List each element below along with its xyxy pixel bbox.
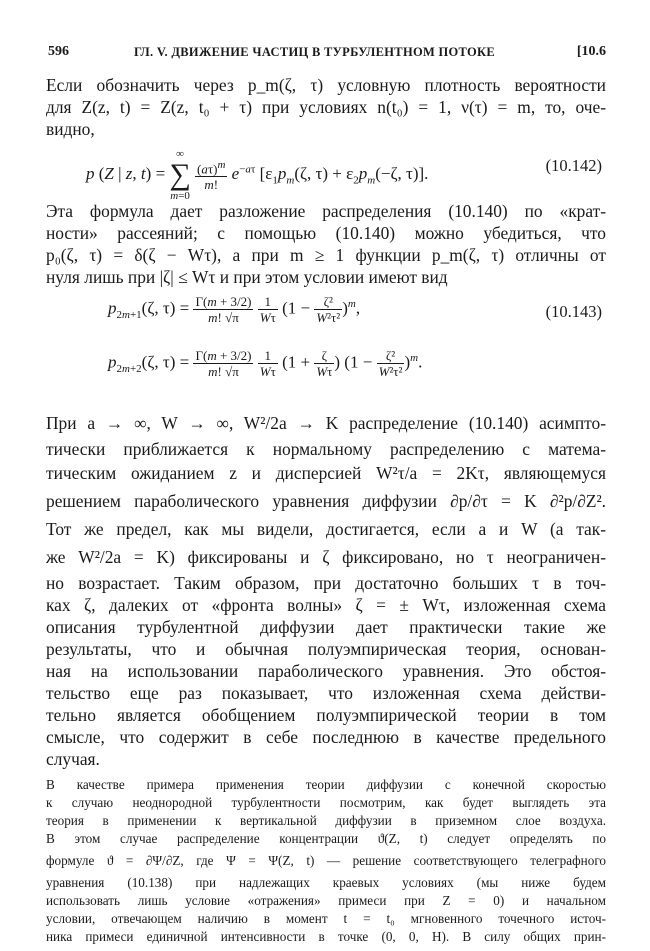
- small-text-line: теория в применении к вертикальной диффузии в приземном слое воздуха.: [46, 813, 606, 828]
- small-text-line: уравнения (10.138) при надлежащих краевых условиях (мы ниже будем: [46, 875, 606, 890]
- text-line: тельство еще раз показывает, что изложенная схема действи-: [46, 683, 606, 703]
- text-line: Эта формула дает разложение распределения (10.140) по «крат-: [46, 201, 606, 221]
- text-line: решением параболического уравнения диффузии ∂p/∂τ = K ∂²p/∂Z².: [46, 491, 606, 511]
- text-line: для Z(z, t) = Z(z, t₀ + τ) при условиях n(t₀) = 1, ν(τ) = m, то, оче-: [46, 97, 606, 117]
- equation-body: p (Z | z, t) = ∞ ∑ m=0 $\frac{(a\tau)^m}{m!}$ $e^{-a\tau}$ [$\varepsilon_1p_m(\zeta$, $\tau) + \varepsilon_2p_m(-\zeta$, τ)].: [86, 148, 429, 202]
- text-line: При a → ∞, W → ∞, W²/2a → K распределение (10.140) асимпто-: [46, 413, 606, 433]
- text-line: но возрастает. Таким образом, при достаточно больших τ в точ-: [46, 573, 606, 593]
- text-line: тическим ожиданием z и дисперсией W²τ/a = 2Kτ, являющемуся: [46, 463, 606, 483]
- text-line: результаты, что и обычная полуэмпирическая теория, основан-: [46, 639, 606, 659]
- small-text-line: условии, отвечающем наличию в момент t = t₀ мгновенного точечного источ-: [46, 911, 606, 926]
- text-line: же W²/2a = K) фиксированы и ζ фиксировано, но τ неограничен-: [46, 547, 606, 567]
- page-number: 596: [48, 44, 69, 59]
- text-line: p₀(ζ, τ) = δ(ζ − Wτ), а при m ≥ 1 функции p_m(ζ, τ) отличны от: [46, 245, 606, 265]
- small-text-line: В качестве примера применения теории диффузии с конечной скоростью: [46, 777, 606, 792]
- small-text-line: использовать лишь условие «отражения» примеси при Z = 0) и начальном: [46, 893, 606, 908]
- text-line: ности» рассеяний; с помощью (10.140) можно убедиться, что: [46, 223, 606, 243]
- text-line: ная на использовании параболического уравнения. Это обстоя-: [46, 661, 606, 681]
- small-text-line: к случаю неоднородной турбулентности посмотрим, как будет выглядеть эта: [46, 795, 606, 810]
- text-line: случая.: [46, 749, 100, 769]
- equation-10-143: [46, 288, 606, 398]
- equation-number: (10.143): [545, 302, 602, 321]
- equation-line-1: $p_{2m+1}(\zeta$, τ) = $\frac{\Gamma(m + 3/2)}{m! √\pi}$ $\frac{1}{W\tau}$ (1 − $\frac{\text{ζ²}}{\text{W²τ²}}$ )$^m$,: [108, 294, 361, 325]
- text-line: тически приближается к нормальному распределению с матема-: [46, 439, 606, 459]
- text-line: тельно является обобщением полуэмпирической теории в том: [46, 705, 606, 725]
- text-line: Если обозначить через p_m(ζ, τ) условную плотность вероятности: [46, 75, 606, 95]
- running-header: [46, 44, 606, 66]
- text-line: видно,: [46, 119, 95, 139]
- text-line: нуля лишь при |ζ| ≤ Wτ и при этом условии имеют вид: [46, 267, 448, 287]
- running-title: ГЛ. V. ДВИЖЕНИЕ ЧАСТИЦ В ТУРБУЛЕНТНОМ ПОТОКЕ: [134, 45, 496, 59]
- section-number: [10.6: [576, 44, 606, 59]
- equation-line-2: $p_{2m+2}(\zeta$, τ) = $\frac{\Gamma(m + 3/2)}{m! √\pi}$ $\frac{1}{W\tau}$ (1 + $\frac{\zeta}{W\tau}$ ) (1 − $\frac{\text{ζ²}}{\text{W²τ²}}$ )$^m$.: [108, 348, 423, 379]
- text-line: Тот же предел, как мы видели, достигается, если a и W (а так-: [46, 519, 606, 539]
- small-text-line: ника примеси единичной интенсивности в точке (0, 0, H). В силу общих прин-: [46, 929, 606, 944]
- equation-number: (10.142): [545, 156, 602, 175]
- text-line: описания турбулентной диффузии дает практически такие же: [46, 617, 606, 637]
- equation-10-142: [46, 136, 606, 202]
- text-line: смысле, что содержит в себе последнюю в качестве предельного: [46, 727, 606, 747]
- text-line: ках ζ, далеких от «фронта волны» ζ = ± Wτ, изложенная схема: [46, 595, 606, 615]
- small-text-line: формуле ϑ = ∂Ψ/∂Z, где Ψ = Ψ(Z, t) — решение соответствующего телеграфного: [46, 853, 606, 868]
- small-text-line: В этом случае распределение концентрации ϑ(Z, t) следует определять по: [46, 831, 606, 846]
